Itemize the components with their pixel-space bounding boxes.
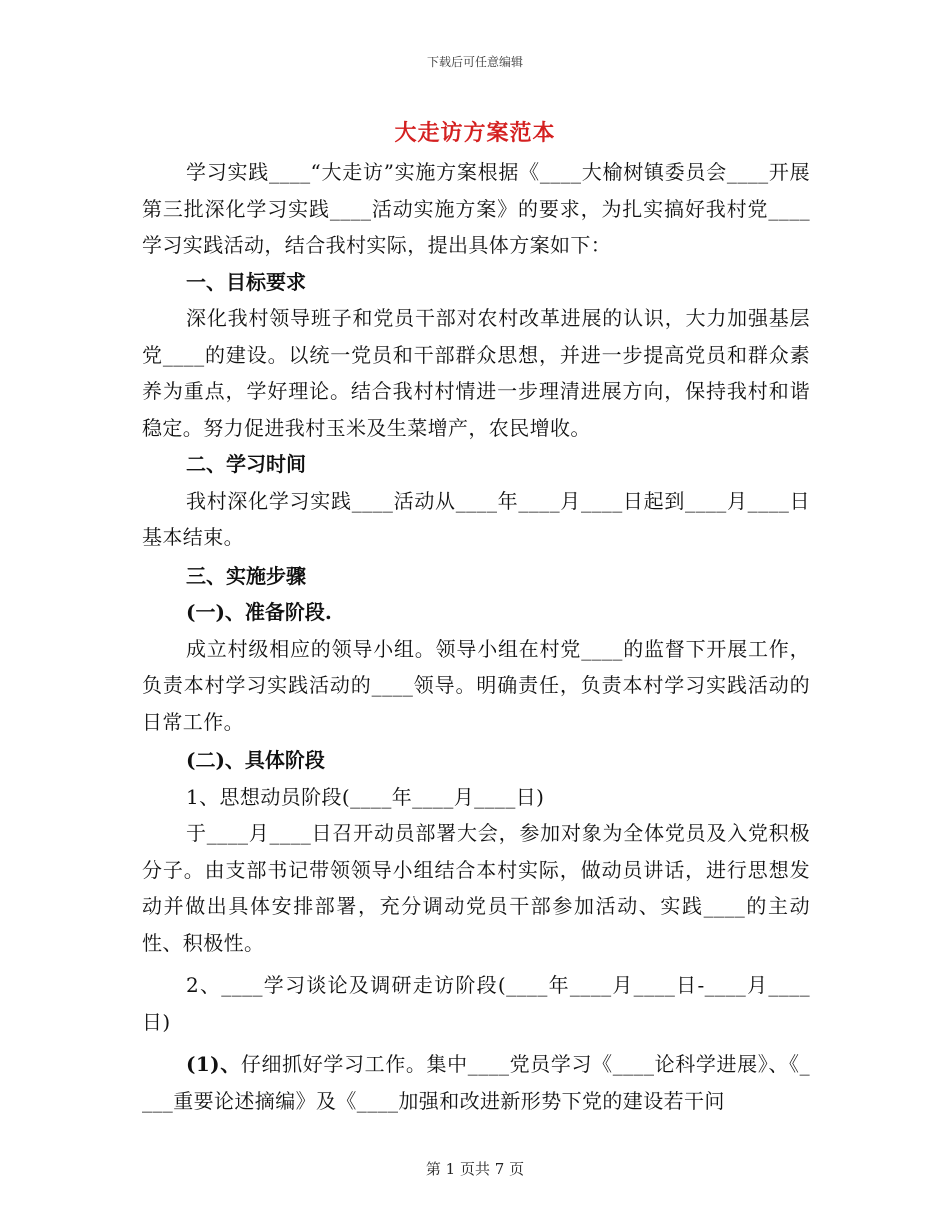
item-1-paragraph [142, 1046, 810, 1119]
section-1-heading: 一、目标要求 [186, 269, 306, 294]
intro-paragraph: 学习实践____“大走访”实施方案根据《____大榆树镇委员会____开展第三批深化学习实践____活动实施方案》的要求，为扎实搞好我村党____学习实践活动，结合我村实际，提出具体方案如下： [142, 160, 810, 257]
item-1-prefix: (1)、 [186, 1052, 241, 1076]
section-3-heading: 三、实施步骤 [186, 563, 306, 588]
step-1-heading: 1、思想动员阶段(____年____月____日) [186, 784, 545, 809]
section-2-body: 我村深化学习实践____活动从____年____月____日起到____月____日基本结束。 [142, 488, 810, 549]
stage-1-heading: (一)、准备阶段. [186, 600, 332, 624]
header-note: 下载后可任意编辑 [426, 55, 523, 69]
document-title: 大走访方案范本 [394, 120, 556, 146]
stage-1-body: 成立村级相应的领导小组。领导小组在村党____的监督下开展工作，负责本村学习实践活动的____领导。明确责任，负责本村学习实践活动的日常工作。 [142, 636, 810, 734]
item-1-body: 仔细抓好学习工作。集中____党员学习《____论科学进展》、《____重要论述摘编》及《____加强和改进新形势下党的建设若干问 [142, 1052, 810, 1113]
page-footer: 第 1 页共 7 页 [425, 1160, 525, 1178]
stage-2-heading: (二)、具体阶段 [186, 748, 325, 772]
document-body [142, 154, 810, 1119]
section-2-heading: 二、学习时间 [186, 452, 306, 476]
step-2-heading: 2、____学习谈论及调研走访阶段(____年____月____日-____月____日) [142, 973, 810, 1034]
section-1-body: 深化我村领导班子和党员干部对农村改革进展的认识，大力加强基层党____的建设。以统一党员和干部群众思想，并进一步提高党员和群众素养为重点，学好理论。结合我村村情进一步理清进展方向，保持我村和谐稳定。努力促进我村玉米及生菜增产，农民增收。 [142, 306, 810, 440]
step-1-body: 于____月____日召开动员部署大会，参加对象为全体党员及入党积极分子。由支部书记带领领导小组结合本村实际，做动员讲话，进行思想发动并做出具体安排部署，充分调动党员干部参加活动、实践____的主动性、积极性。 [142, 821, 810, 955]
